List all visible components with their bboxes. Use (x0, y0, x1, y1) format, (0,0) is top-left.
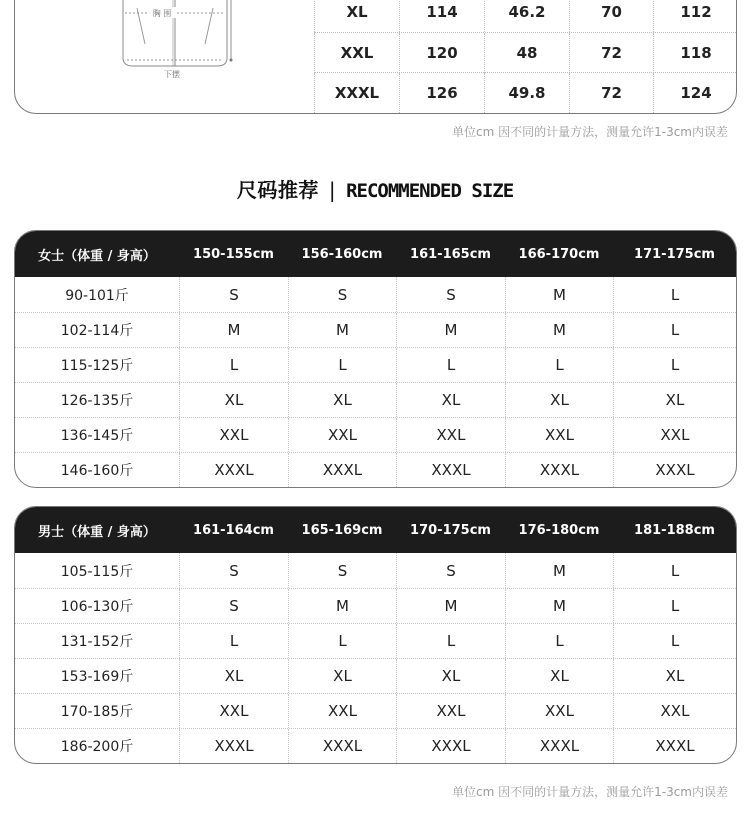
size-cell: XXXL (396, 453, 505, 487)
size-cell: S (179, 553, 288, 588)
size-cell: S (288, 277, 396, 312)
header-cell: 165-169cm (301, 522, 383, 538)
size-cell: XL (613, 659, 736, 693)
table-row (15, 728, 736, 763)
size-cell: XL (179, 659, 288, 693)
size-cell: XL (396, 659, 505, 693)
header-cell: 156-160cm (301, 246, 383, 262)
size-cell: XL (396, 383, 505, 417)
table-row (15, 553, 736, 588)
table-row (15, 312, 736, 347)
table-cell: 70 (569, 0, 653, 32)
weight-cell: 115-125斤 (60, 358, 134, 374)
size-cell: M (396, 589, 505, 623)
table-cell: 48 (484, 33, 569, 73)
table-cell: 46.2 (484, 0, 569, 32)
header-cell: 161-165cm (410, 246, 491, 262)
weight-cell: 126-135斤 (60, 393, 134, 409)
size-cell: L (179, 624, 288, 658)
table-cell: 72 (569, 33, 653, 73)
size-cell: XXL (288, 418, 396, 452)
size-cell: XXXL (288, 729, 396, 763)
header-cell: 女士（体重 / 身高） (38, 248, 156, 264)
size-cell: L (613, 277, 736, 312)
size-cell: M (288, 589, 396, 623)
weight-cell: 105-115斤 (60, 563, 134, 580)
size-cell: XXL (396, 694, 505, 728)
size-cell: XL (288, 659, 396, 693)
size-cell: S (179, 277, 288, 312)
size-cell: XXXL (613, 453, 736, 487)
hem-label: 下摆 (164, 70, 180, 79)
size-cell: XXL (613, 694, 736, 728)
header-cell: 男士（体重 / 身高） (38, 524, 156, 540)
table-row (314, 0, 737, 32)
weight-cell: 186-200斤 (60, 739, 134, 755)
size-cell: M (505, 277, 613, 312)
table-cell: XXL (314, 33, 399, 73)
size-cell: XL (505, 383, 613, 417)
table-row (15, 382, 736, 417)
size-cell: XL (613, 383, 736, 417)
size-cell: XXXL (505, 453, 613, 487)
header-cell: 181-188cm (634, 522, 715, 538)
table-body (15, 277, 736, 487)
size-cell: L (396, 624, 505, 658)
table-row (15, 347, 736, 382)
table-cell: 126 (399, 73, 484, 113)
table-row (15, 417, 736, 452)
table-cell: 118 (653, 33, 737, 73)
size-cell: XXL (179, 418, 288, 452)
title-en: RECOMMENDED SIZE (346, 180, 514, 202)
header-cell: 170-175cm (410, 522, 491, 538)
header-cell: 161-164cm (193, 522, 274, 538)
size-cell: XXL (505, 694, 613, 728)
table-row (15, 623, 736, 658)
section-title (0, 174, 750, 203)
size-cell: XXL (288, 694, 396, 728)
size-cell: XXXL (179, 453, 288, 487)
size-cell: M (505, 313, 613, 347)
header-cell: 166-170cm (518, 246, 600, 262)
size-measurement-table (14, 0, 737, 114)
table-cell: XXXL (314, 73, 399, 113)
size-cell: M (288, 313, 396, 347)
table-cell: 120 (399, 33, 484, 73)
weight-cell: 136-145斤 (60, 428, 134, 444)
table-row (15, 658, 736, 693)
size-cell: XL (288, 383, 396, 417)
size-cell: L (288, 624, 396, 658)
size-cell: L (396, 348, 505, 382)
table-row (15, 693, 736, 728)
size-cell: L (613, 589, 736, 623)
size-cell: XL (179, 383, 288, 417)
table-row (314, 32, 737, 73)
title-separator: | (328, 178, 337, 202)
table-row (314, 72, 737, 113)
size-cell: L (613, 624, 736, 658)
header-cell: 176-180cm (518, 522, 600, 538)
measurement-note-bottom: 单位cm 因不同的计量方法，测量允许1-3cm内误差 (452, 785, 728, 799)
size-cell: XL (505, 659, 613, 693)
size-cell: XXL (505, 418, 613, 452)
weight-cell: 90-101斤 (65, 287, 129, 304)
size-cell: S (396, 277, 505, 312)
table-cell: XL (314, 0, 399, 32)
size-cell: L (288, 348, 396, 382)
size-cell: S (179, 589, 288, 623)
weight-cell: 146-160斤 (60, 463, 134, 479)
table-header (15, 507, 736, 553)
size-cell: XXXL (179, 729, 288, 763)
weight-cell: 106-130斤 (60, 599, 134, 615)
size-cell: XXXL (505, 729, 613, 763)
chest-label: 胸 围 (152, 9, 172, 18)
table-row (15, 588, 736, 623)
size-cell: L (613, 313, 736, 347)
table-row (15, 277, 736, 312)
size-cell: S (396, 553, 505, 588)
size-cell: L (179, 348, 288, 382)
size-cell: M (179, 313, 288, 347)
size-cell: XXXL (613, 729, 736, 763)
table-cell: 124 (653, 73, 737, 113)
weight-cell: 102-114斤 (60, 323, 134, 339)
size-cell: M (396, 313, 505, 347)
title-cn: 尺码推荐 (236, 178, 319, 202)
table-cell: 114 (399, 0, 484, 32)
table-body (15, 553, 736, 763)
size-cell: M (505, 553, 613, 588)
header-cell: 171-175cm (634, 246, 715, 262)
women-size-table (14, 230, 737, 488)
table-row (15, 452, 736, 487)
table-header (15, 231, 736, 277)
table-cell: 72 (569, 73, 653, 113)
men-size-table (14, 506, 737, 764)
size-cell: XXL (179, 694, 288, 728)
table-cell: 49.8 (484, 73, 569, 113)
size-cell: M (505, 589, 613, 623)
size-cell: XXXL (396, 729, 505, 763)
header-cell: 150-155cm (193, 246, 274, 262)
table-cell: 112 (653, 0, 737, 32)
weight-cell: 131-152斤 (60, 634, 134, 650)
measurement-note: 单位cm 因不同的计量方法，测量允许1-3cm内误差 (452, 125, 728, 139)
garment-diagram (115, 0, 235, 80)
size-cell: L (613, 553, 736, 588)
weight-cell: 170-185斤 (60, 704, 134, 720)
size-cell: L (505, 624, 613, 658)
weight-cell: 153-169斤 (60, 669, 134, 685)
size-cell: L (505, 348, 613, 382)
size-measurement-grid (314, 0, 737, 114)
size-cell: XXL (613, 418, 736, 452)
size-cell: S (288, 553, 396, 588)
size-cell: XXXL (288, 453, 396, 487)
size-cell: XXL (396, 418, 505, 452)
size-cell: L (613, 348, 736, 382)
